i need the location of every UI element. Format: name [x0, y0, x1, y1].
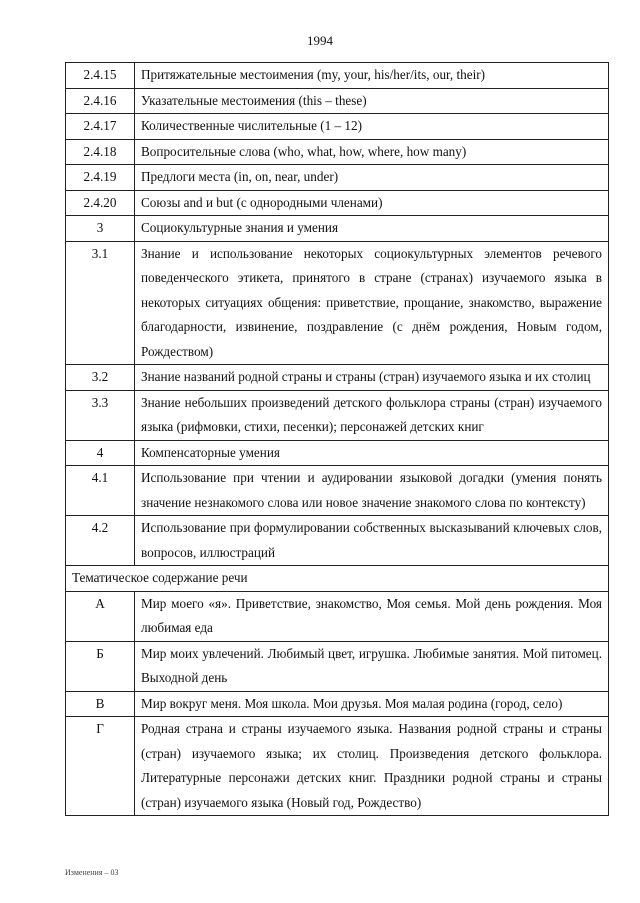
- table-row: [66, 63, 609, 89]
- element-description: Количественные числительные (1 – 12): [135, 114, 609, 140]
- table-row: [66, 241, 609, 365]
- element-description: Союзы and и but (с однородными членами): [135, 190, 609, 216]
- topic-description: Мир вокруг меня. Моя школа. Мои друзья. Моя малая родина (город, село): [135, 691, 609, 717]
- topic-row: [66, 641, 609, 691]
- table-row: [66, 440, 609, 466]
- table-row: [66, 114, 609, 140]
- element-code: 2.4.16: [66, 88, 135, 114]
- table-row: [66, 88, 609, 114]
- table-row: [66, 139, 609, 165]
- element-description: Знание названий родной страны и страны (стран) изучаемого языка и их столиц: [135, 365, 609, 391]
- section-header: Тематическое содержание речи: [66, 566, 609, 592]
- element-description: Использование при чтении и аудировании языковой догадки (умения понять значение незнакомого слова или новое значение знакомого слова по контексту): [135, 466, 609, 516]
- table-row: [66, 390, 609, 440]
- element-code: 4.1: [66, 466, 135, 516]
- topic-row: [66, 717, 609, 816]
- element-description: Указательные местоимения (this – these): [135, 88, 609, 114]
- element-code: 3.3: [66, 390, 135, 440]
- element-code: 2.4.17: [66, 114, 135, 140]
- element-description: Знание и использование некоторых социокультурных элементов речевого поведенческого этикета, принятого в стране (странах) изучаемого языка в некоторых ситуациях общения: приветствие, прощание, знакомство, выражение благодарности, извинение, поздравление (с днём рождения, Новым годом, Рождеством): [135, 241, 609, 365]
- element-description: Знание небольших произведений детского фольклора страны (стран) изучаемого языка (рифмовки, стихи, песенки); персонажей детских книг: [135, 390, 609, 440]
- element-description: Вопросительные слова (who, what, how, where, how many): [135, 139, 609, 165]
- element-code: 2.4.20: [66, 190, 135, 216]
- footer-revision: Изменения – 03: [65, 868, 119, 877]
- element-description: Компенсаторные умения: [135, 440, 609, 466]
- page-number: 1994: [307, 33, 333, 48]
- element-description: Притяжательные местоимения (my, your, his/her/its, our, their): [135, 63, 609, 89]
- element-description: Использование при формулировании собственных высказываний ключевых слов, вопросов, иллюстраций: [135, 516, 609, 566]
- topic-description: Родная страна и страны изучаемого языка. Названия родной страны и страны (стран) изучаемого языка; их столиц. Произведения детского фольклора. Литературные персонажи детских книг. Праздники родной страны и страны (стран) изучаемого языка (Новый год, Рождество): [135, 717, 609, 816]
- element-code: 4: [66, 440, 135, 466]
- topic-letter: Г: [66, 717, 135, 816]
- table-row: [66, 216, 609, 242]
- element-code: 3: [66, 216, 135, 242]
- topic-letter: В: [66, 691, 135, 717]
- element-description: Предлоги места (in, on, near, under): [135, 165, 609, 191]
- topic-row: [66, 591, 609, 641]
- element-code: 2.4.18: [66, 139, 135, 165]
- table-row: [66, 365, 609, 391]
- element-code: 2.4.15: [66, 63, 135, 89]
- codifier-body: [66, 63, 609, 816]
- topic-letter: Б: [66, 641, 135, 691]
- element-code: 3.2: [66, 365, 135, 391]
- table-row: [66, 190, 609, 216]
- table-row: [66, 516, 609, 566]
- topic-description: Мир моего «я». Приветствие, знакомство, Моя семья. Мой день рождения. Моя любимая еда: [135, 591, 609, 641]
- element-code: 4.2: [66, 516, 135, 566]
- element-code: 3.1: [66, 241, 135, 365]
- topic-letter: А: [66, 591, 135, 641]
- topic-row: [66, 691, 609, 717]
- element-description: Социокультурные знания и умения: [135, 216, 609, 242]
- topic-description: Мир моих увлечений. Любимый цвет, игрушка. Любимые занятия. Мой питомец. Выходной день: [135, 641, 609, 691]
- table-row: [66, 466, 609, 516]
- codifier-table: [65, 62, 609, 816]
- element-code: 2.4.19: [66, 165, 135, 191]
- table-row: [66, 165, 609, 191]
- section-header-row: [66, 566, 609, 592]
